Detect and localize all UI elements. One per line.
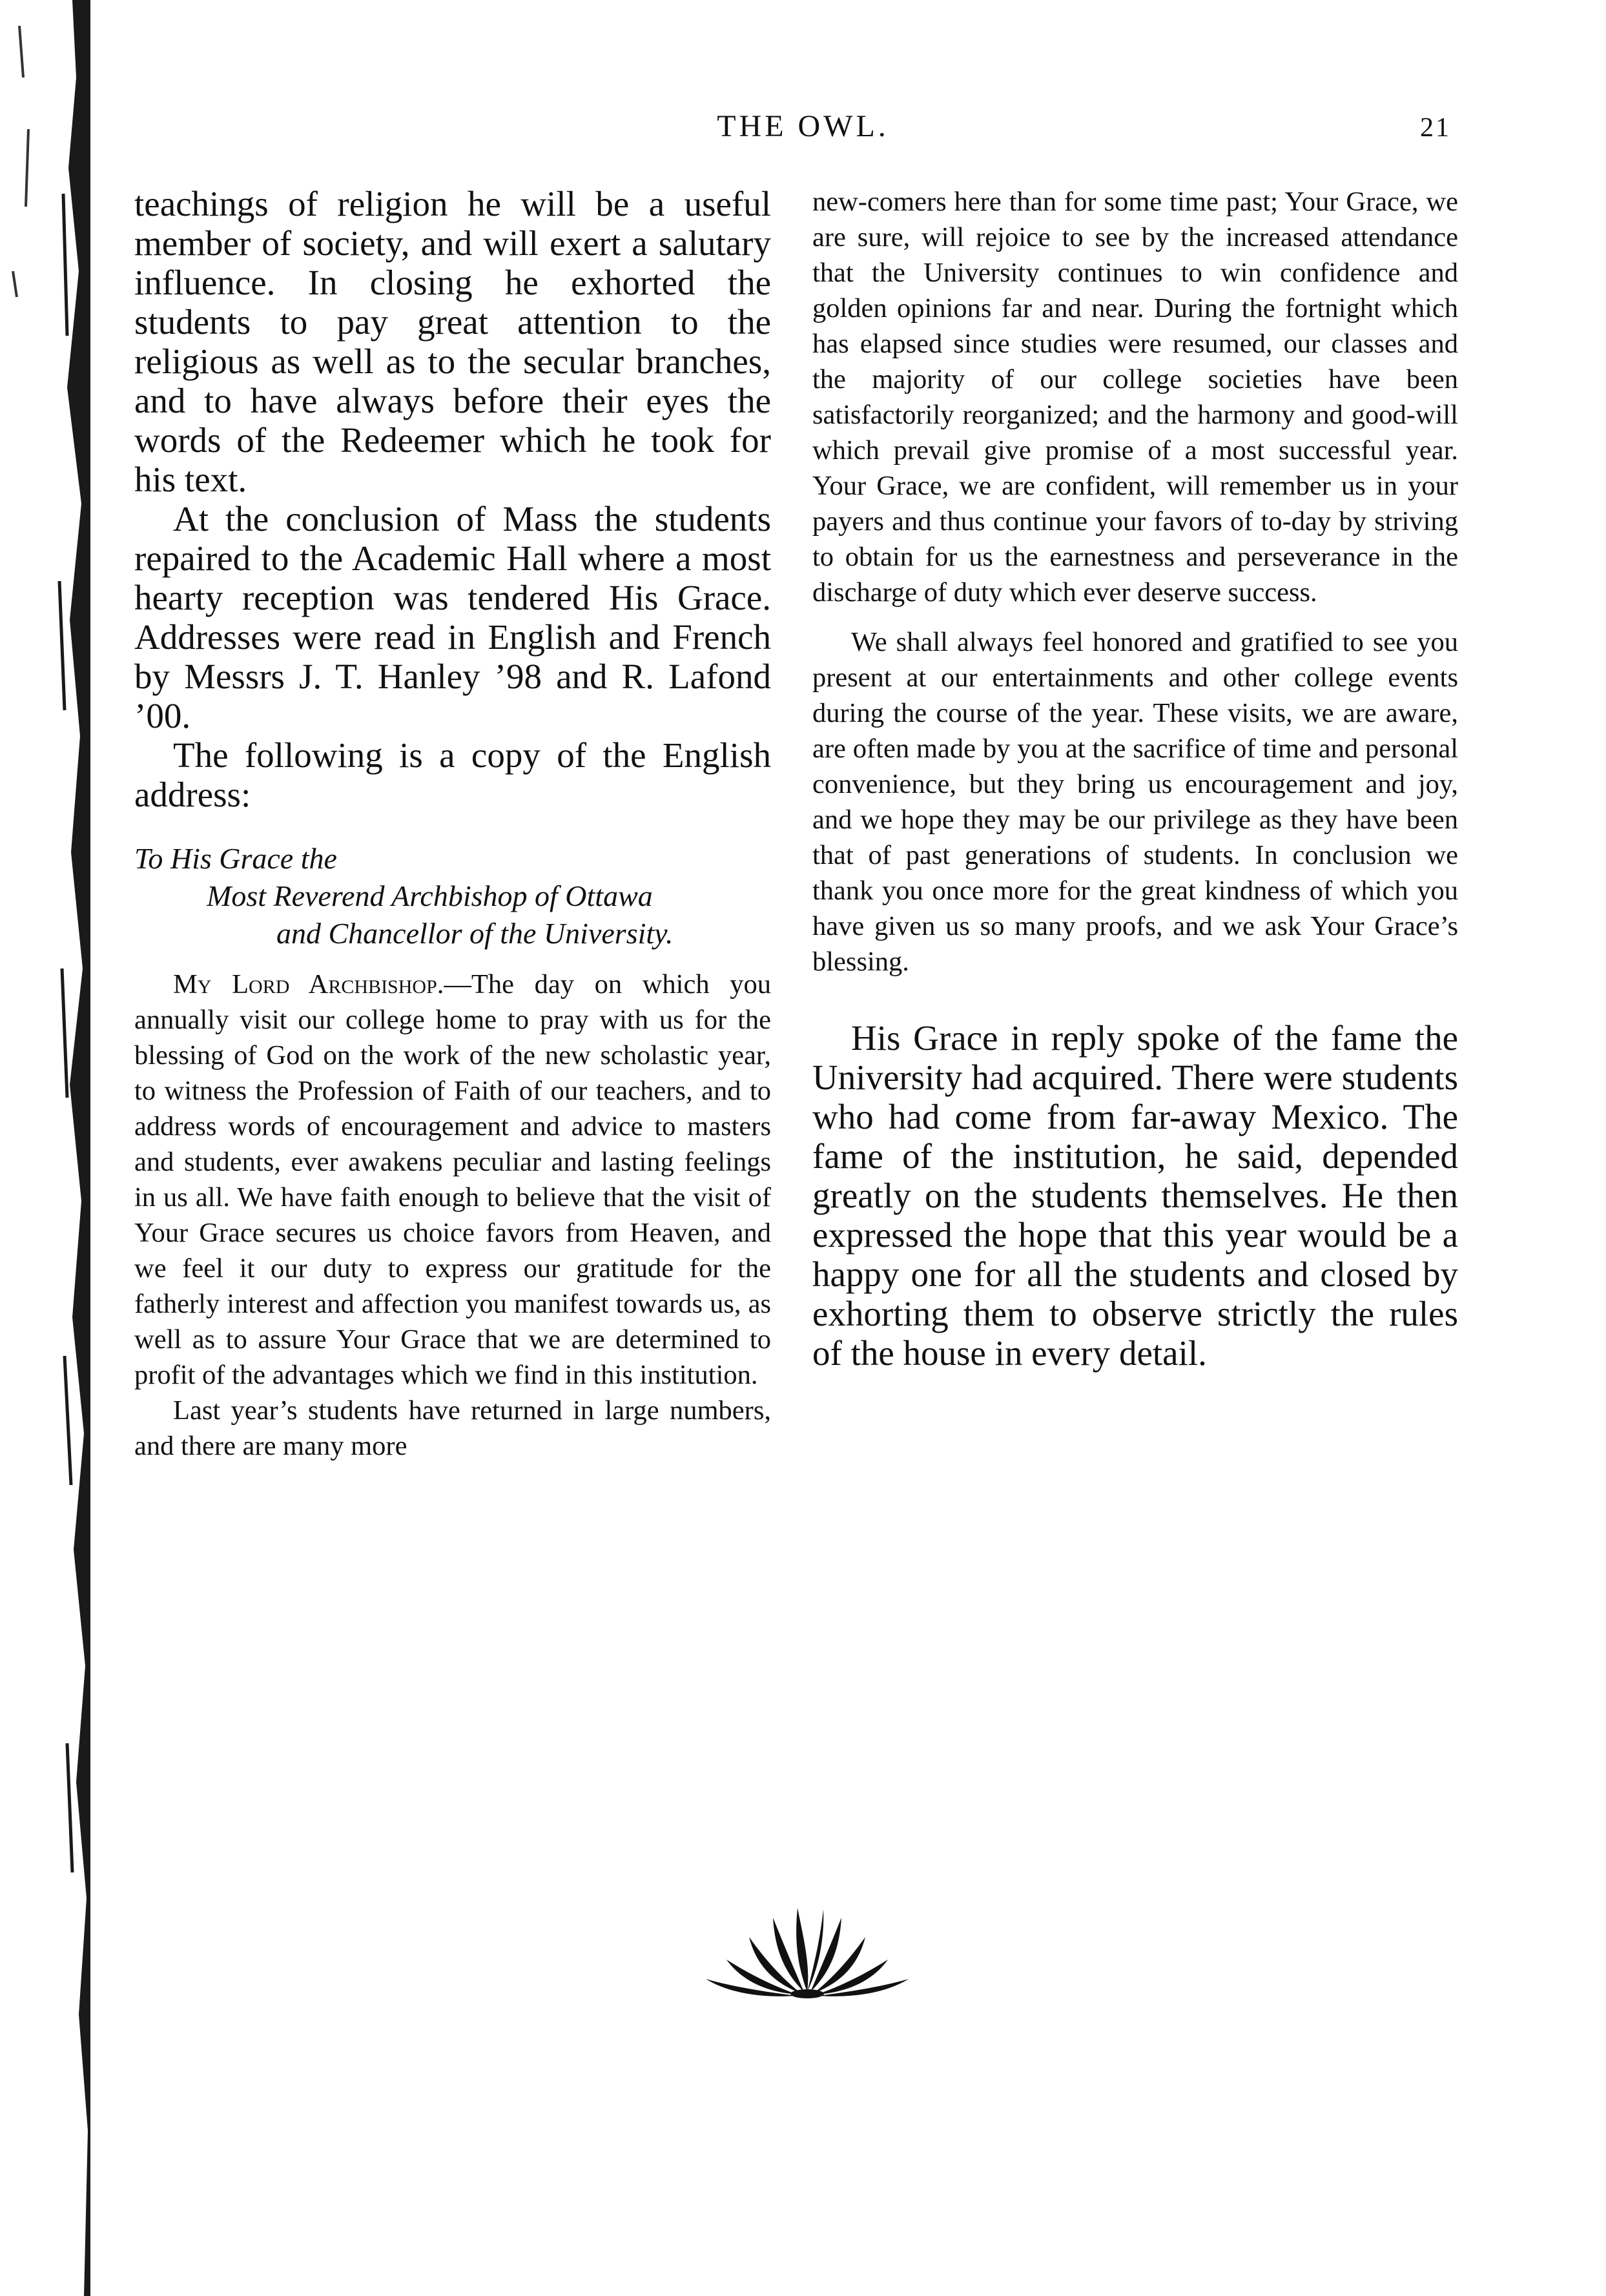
paragraph-address-intro: The following is a copy of the English address:	[134, 735, 771, 814]
palmette-fleuron-icon	[701, 1901, 914, 1998]
paragraph-sermon-close: teachings of religion he will be a useful member of society, and will exert a salutary influence. In closing he exhorted the students to pay great attention to the religious as well as to the secular branches, and to have always before their eyes the words of the Redeemer which he took for his text.	[134, 184, 771, 499]
salutation-line-1: To His Grace the	[134, 842, 337, 875]
address-salutation	[134, 840, 771, 952]
address-paragraph-3: new-comers here than for some time past; Your Grace, we are sure, will rejoice to see by the increased attendance that the University continues to win confidence and golden opinions far and near. During the fortnight which has elapsed since studies were resumed, our classes and the majority of our college societies have been satisfactorily reorganized; and the harmony and good-will which prevail give promise of a most successful year. Your Grace, we are confident, will remember us in your payers and thus continue your favors of to-day by striving to obtain for us the earnestness and perseverance in the discharge of duty which ever deserve success.	[812, 187, 1458, 608]
address-opening: My Lord Archbishop.	[173, 969, 444, 999]
right-column	[812, 184, 1458, 1373]
address-paragraph-1	[134, 967, 771, 1393]
salutation-line-2: Most Reverend Archbishop of Ottawa	[207, 879, 653, 912]
paragraph-reply: His Grace in reply spoke of the fame the University had acquired. There were students who had come from far-away Mexico. The fame of the institution, he said, depended greatly on the students themselves. He then expressed the hope that this year would be a happy one for all the students and closed by exhorting them to observe strictly the rules of the house in every detail.	[812, 1018, 1458, 1373]
paragraph-reception: At the conclusion of Mass the students repaired to the Academic Hall where a most hearty reception was tendered His Grace. Addresses were read in English and French by Messrs J. T. Hanley ’98 and R. Lafond ’00.	[134, 499, 771, 735]
salutation-line-3: and Chancellor of the University.	[276, 917, 674, 950]
address-body: —The day on which you annually visit our college home to pray with us for the blessing of God on the work of the new scholastic year, to witness the Profession of Faith of our teachers, and to address words of encouragement and advice to masters and students, ever awakens peculiar and lasting feelings in us all. We have faith enough to believe that the visit of Your Grace secures us choice favors from Heaven, and we feel it our duty to express our gratitude for the fatherly interest and affection you manifest towards us, as well as to assure Your Grace that we are determined to profit of the advantages which we find in this institution.	[134, 969, 771, 1390]
address-paragraph-4: We shall always feel honored and gratified to see you present at our entertainments and other college events during the course of the year. These visits, we are aware, are often made by you at the sacrifice of time and personal convenience, but they bring us encouragement and joy, and we hope they may be our privilege as they have been that of past generations of students. In conclusion we thank you once more for the great kindness of which you have given us so many proofs, and we ask Your Grace’s blessing.	[812, 627, 1458, 977]
left-column	[134, 184, 771, 1464]
address-paragraph-2: Last year’s students have returned in large numbers, and there are many more	[134, 1395, 771, 1461]
running-header	[0, 108, 1606, 154]
journal-title: THE OWL.	[717, 109, 889, 143]
page-number: 21	[1420, 113, 1451, 143]
scan-binding-edge	[0, 0, 90, 2296]
